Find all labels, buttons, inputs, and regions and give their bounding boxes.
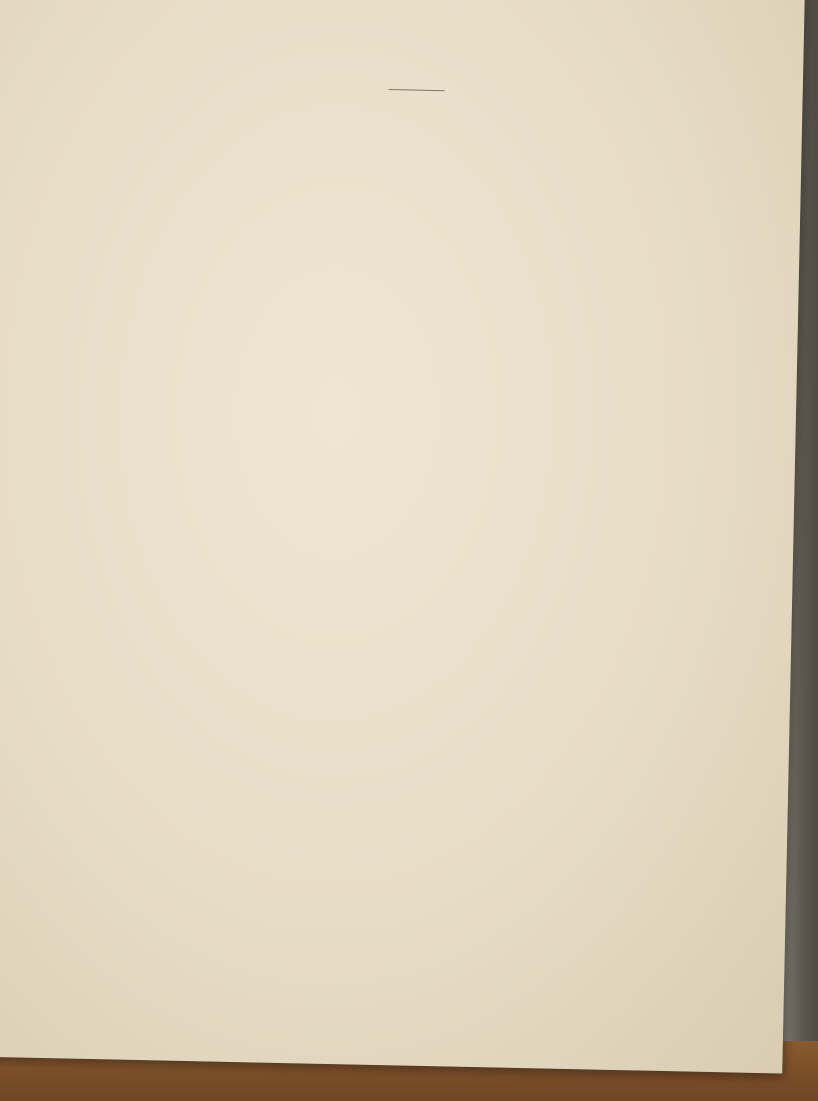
- page-title: [63, 68, 743, 82]
- column-header-seite: [62, 109, 750, 123]
- toc-sub-section: [62, 103, 742, 117]
- toc-content: [62, 68, 743, 117]
- title-rule: [389, 89, 445, 91]
- toc-top-section: [62, 103, 742, 117]
